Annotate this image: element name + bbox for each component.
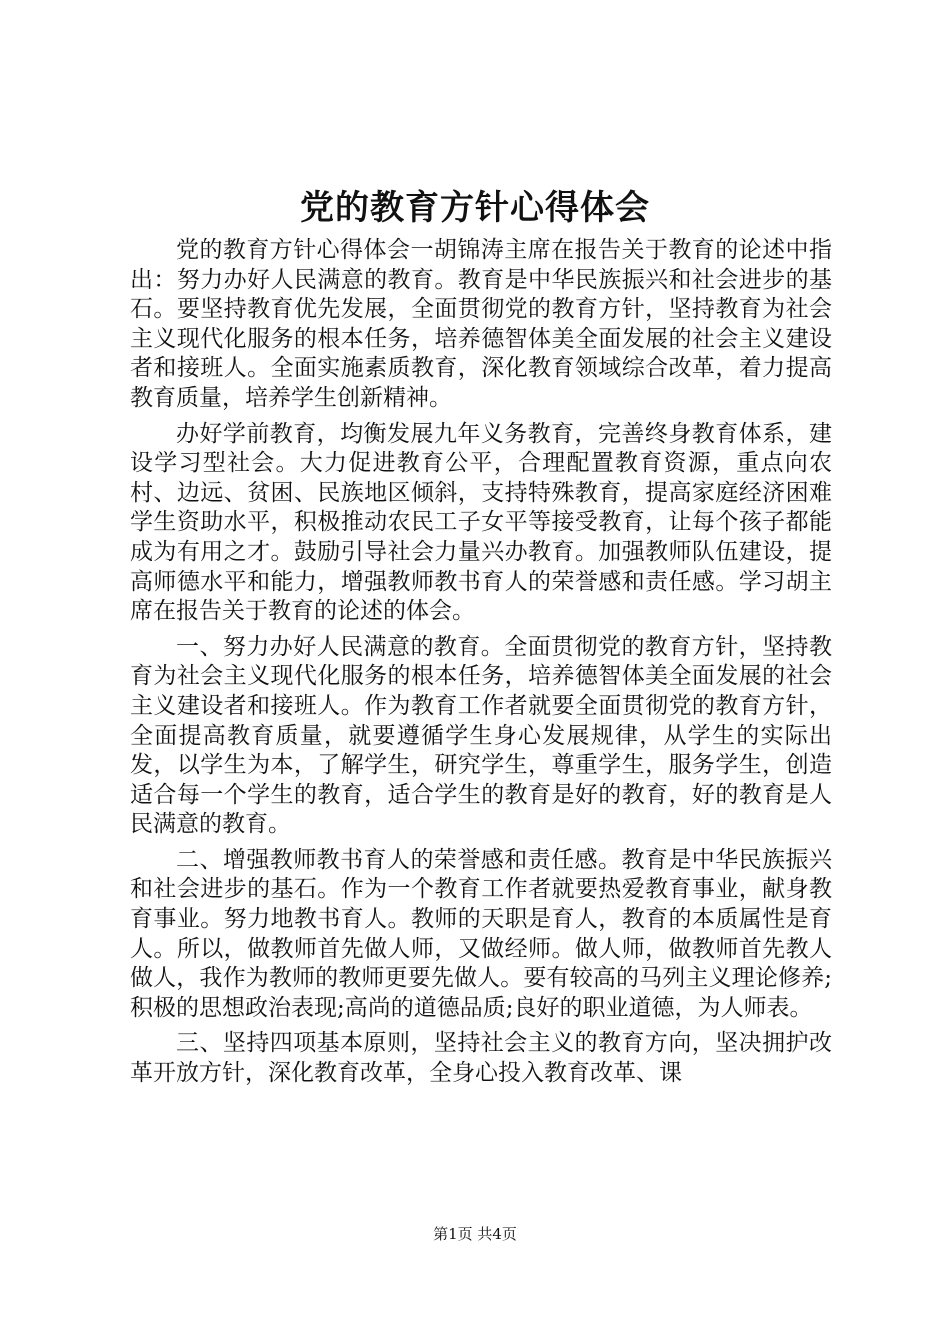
paragraph: 一、努力办好人民满意的教育。全面贯彻党的教育方针，坚持教育为社会主义现代化服务的根本任务，培养德智体美全面发展的社会主义建设者和接班人。作为教育工作者就要全面贯彻党的教育方针，全面提高教育质量，就要遵循学生身心发展规律，从学生的实际出发，以学生为本，了解学生，研究学生，尊重学生，服务学生，创造适合每一个学生的教育，适合学生的教育是好的教育，好的教育是人民满意的教育。	[130, 633, 832, 838]
paragraph: 党的教育方针心得体会一胡锦涛主席在报告关于教育的论述中指出：努力办好人民满意的教育。教育是中华民族振兴和社会进步的基石。要坚持教育优先发展，全面贯彻党的教育方针，坚持教育为社会主义现代化服务的根本任务，培养德智体美全面发展的社会主义建设者和接班人。全面实施素质教育，深化教育领域综合改革，着力提高教育质量，培养学生创新精神。	[130, 237, 832, 411]
paragraph: 办好学前教育，均衡发展九年义务教育，完善终身教育体系，建设学习型社会。大力促进教育公平，合理配置教育资源，重点向农村、边远、贫困、民族地区倾斜，支持特殊教育，提高家庭经济困难学生资助水平，积极推动农民工子女平等接受教育，让每个孩子都能成为有用之才。鼓励引导社会力量兴办教育。加强教师队伍建设，提高师德水平和能力，增强教师教书育人的荣誉感和责任感。学习胡主席在报告关于教育的论述的体会。	[130, 420, 832, 625]
paragraph: 二、增强教师教书育人的荣誉感和责任感。教育是中华民族振兴和社会进步的基石。作为一个教育工作者就要热爱教育事业，献身教育事业。努力地教书育人。教师的天职是育人，教育的本质属性是育人。所以，做教师首先做人师，又做经师。做人师，做教师首先教人做人，我作为教师的教师更要先做人。要有较高的马列主义理论修养;积极的思想政治表现;高尚的道德品质;良好的职业道德，为人师表。	[130, 846, 832, 1021]
document-body	[130, 236, 832, 1095]
document-title: 党的教育方针心得体会	[300, 188, 650, 228]
paragraph: 三、坚持四项基本原则，坚持社会主义的教育方向，坚决拥护改革开放方针，深化教育改革，全身心投入教育改革、课	[130, 1030, 832, 1087]
page-number-footer: 第1页 共4页	[433, 1225, 517, 1243]
